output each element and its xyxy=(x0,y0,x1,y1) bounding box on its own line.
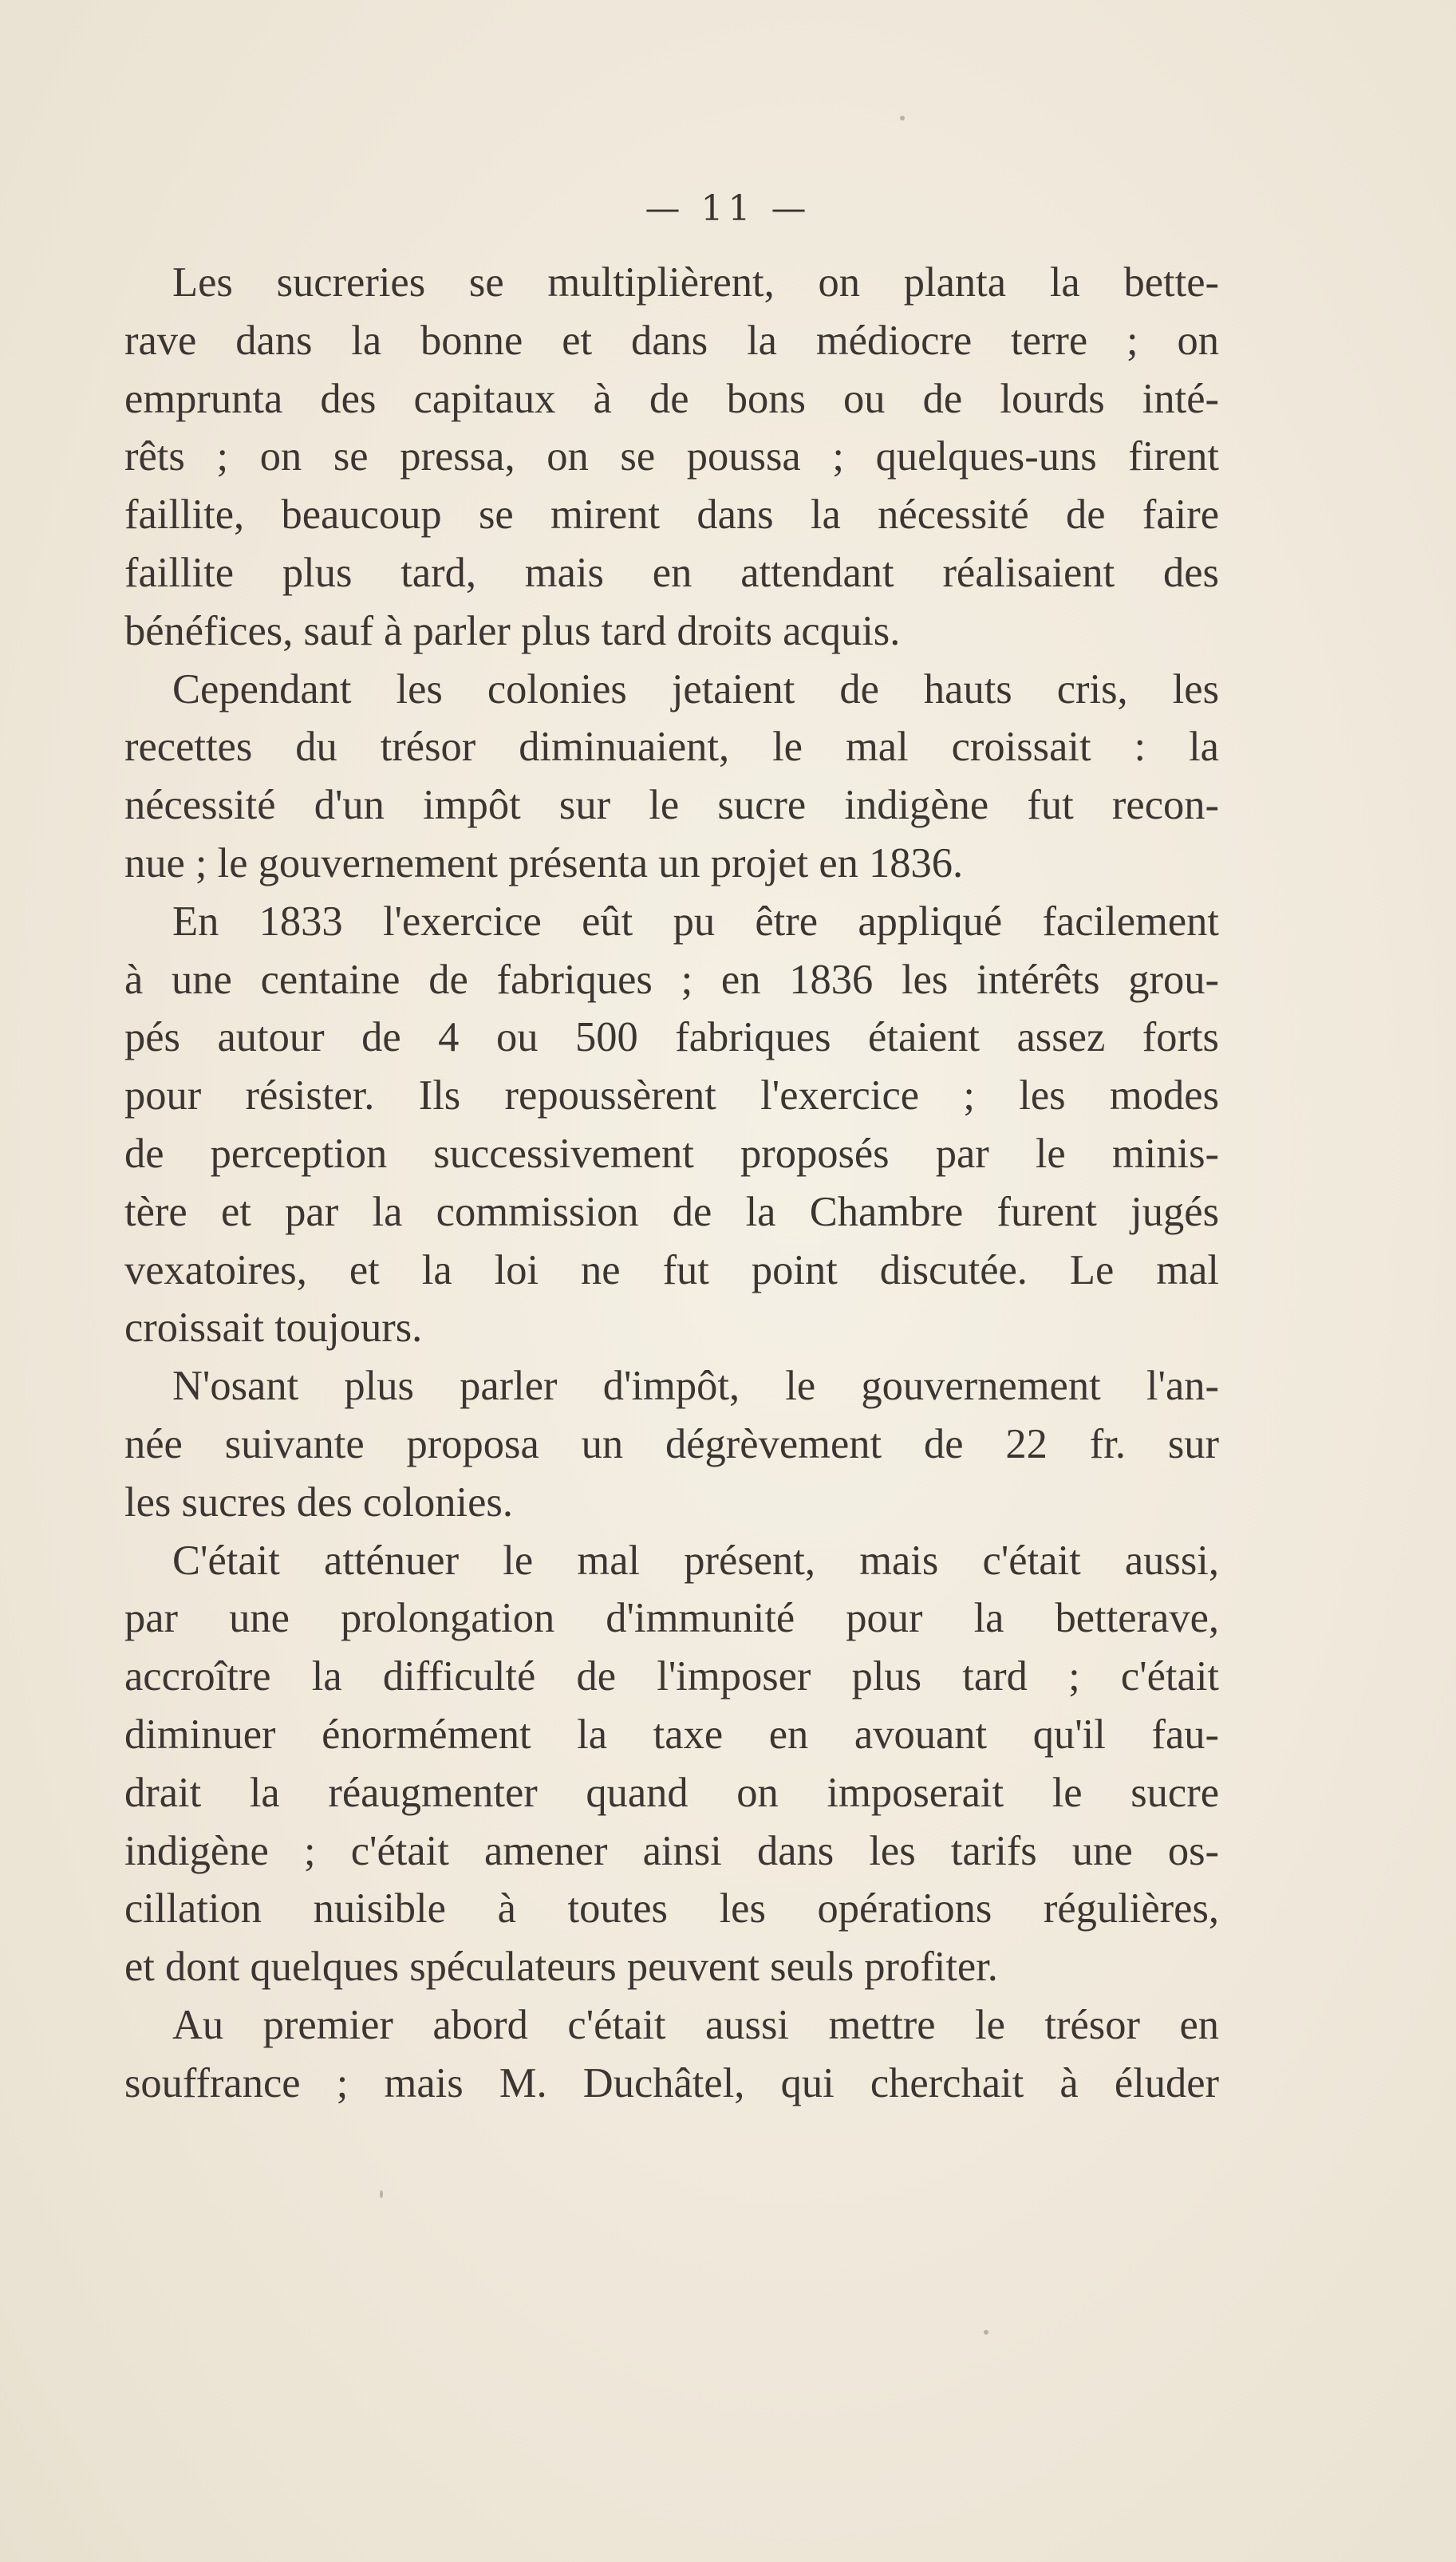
text-line: Les sucreries se multiplièrent, on planta la bette- xyxy=(172,259,1219,306)
text-line: et dont quelques spéculateurs peuvent seuls profiter. xyxy=(124,1944,998,1991)
text-line: indigène ; c'était amener ainsi dans les tarifs une os- xyxy=(124,1827,1219,1874)
paragraph-2 xyxy=(124,661,1219,893)
text-line: drait la réaugmenter quand on imposerait le sucre xyxy=(124,1769,1219,1816)
paper-speck xyxy=(984,2330,988,2335)
text-line: nécessité d'un impôt sur le sucre indigène fut recon- xyxy=(124,782,1219,829)
paragraph-1 xyxy=(124,254,1219,661)
text-line: C'était atténuer le mal présent, mais c'était aussi, xyxy=(172,1537,1219,1584)
paragraph-3 xyxy=(124,893,1219,1357)
text-line: En 1833 l'exercice eût pu être appliqué facilement xyxy=(172,898,1219,945)
text-line: recettes du trésor diminuaient, le mal croissait : la xyxy=(124,724,1219,771)
text-line: N'osant plus parler d'impôt, le gouvernement l'an- xyxy=(172,1363,1219,1410)
text-line: de perception successivement proposés par le minis- xyxy=(124,1130,1219,1177)
text-line: vexatoires, et la loi ne fut point discutée. Le mal xyxy=(124,1246,1219,1293)
paragraph-5 xyxy=(124,1532,1219,1996)
text-line: souffrance ; mais M. Duchâtel, qui cherchait à éluder xyxy=(124,2059,1219,2106)
text-line: diminuer énormément la taxe en avouant qu'il fau- xyxy=(124,1711,1219,1758)
text-line: croissait toujours. xyxy=(124,1305,423,1352)
paragraph-4 xyxy=(124,1357,1219,1531)
text-line: rave dans la bonne et dans la médiocre terre ; on xyxy=(124,317,1219,364)
paper-speck xyxy=(900,116,905,120)
body-text xyxy=(124,254,1219,2113)
paragraph-6 xyxy=(124,1996,1219,2113)
text-line: accroître la difficulté de l'imposer plus tard ; c'était xyxy=(124,1653,1219,1700)
text-line: les sucres des colonies. xyxy=(124,1478,513,1526)
text-line: pour résister. Ils repoussèrent l'exercice ; les modes xyxy=(124,1072,1219,1119)
text-line: emprunta des capitaux à de bons ou de lourds inté- xyxy=(124,375,1219,422)
page-number: — 11 — xyxy=(645,188,811,229)
text-line: nue ; le gouvernement présenta un projet en 1836. xyxy=(124,839,964,886)
text-line: à une centaine de fabriques ; en 1836 les intérêts grou- xyxy=(124,956,1219,1003)
text-line: faillite, beaucoup se mirent dans la nécessité de faire xyxy=(124,491,1219,539)
text-line: Cependant les colonies jetaient de hauts cris, les xyxy=(172,665,1219,713)
text-line: faillite plus tard, mais en attendant réalisaient des xyxy=(124,549,1219,596)
text-line: cillation nuisible à toutes les opérations régulières, xyxy=(124,1885,1219,1932)
text-line: née suivante proposa un dégrèvement de 22 fr. sur xyxy=(124,1420,1219,1467)
text-line: tère et par la commission de la Chambre furent jugés xyxy=(124,1188,1219,1235)
text-line: bénéfices, sauf à parler plus tard droits acquis. xyxy=(124,607,901,654)
paper-speck xyxy=(380,2190,383,2198)
text-line: par une prolongation d'immunité pour la betterave, xyxy=(124,1595,1219,1642)
text-line: Au premier abord c'était aussi mettre le trésor en xyxy=(172,2001,1219,2048)
text-line: rêts ; on se pressa, on se poussa ; quelques-uns firent xyxy=(124,433,1219,480)
text-line: pés autour de 4 ou 500 fabriques étaient assez forts xyxy=(124,1014,1219,1061)
